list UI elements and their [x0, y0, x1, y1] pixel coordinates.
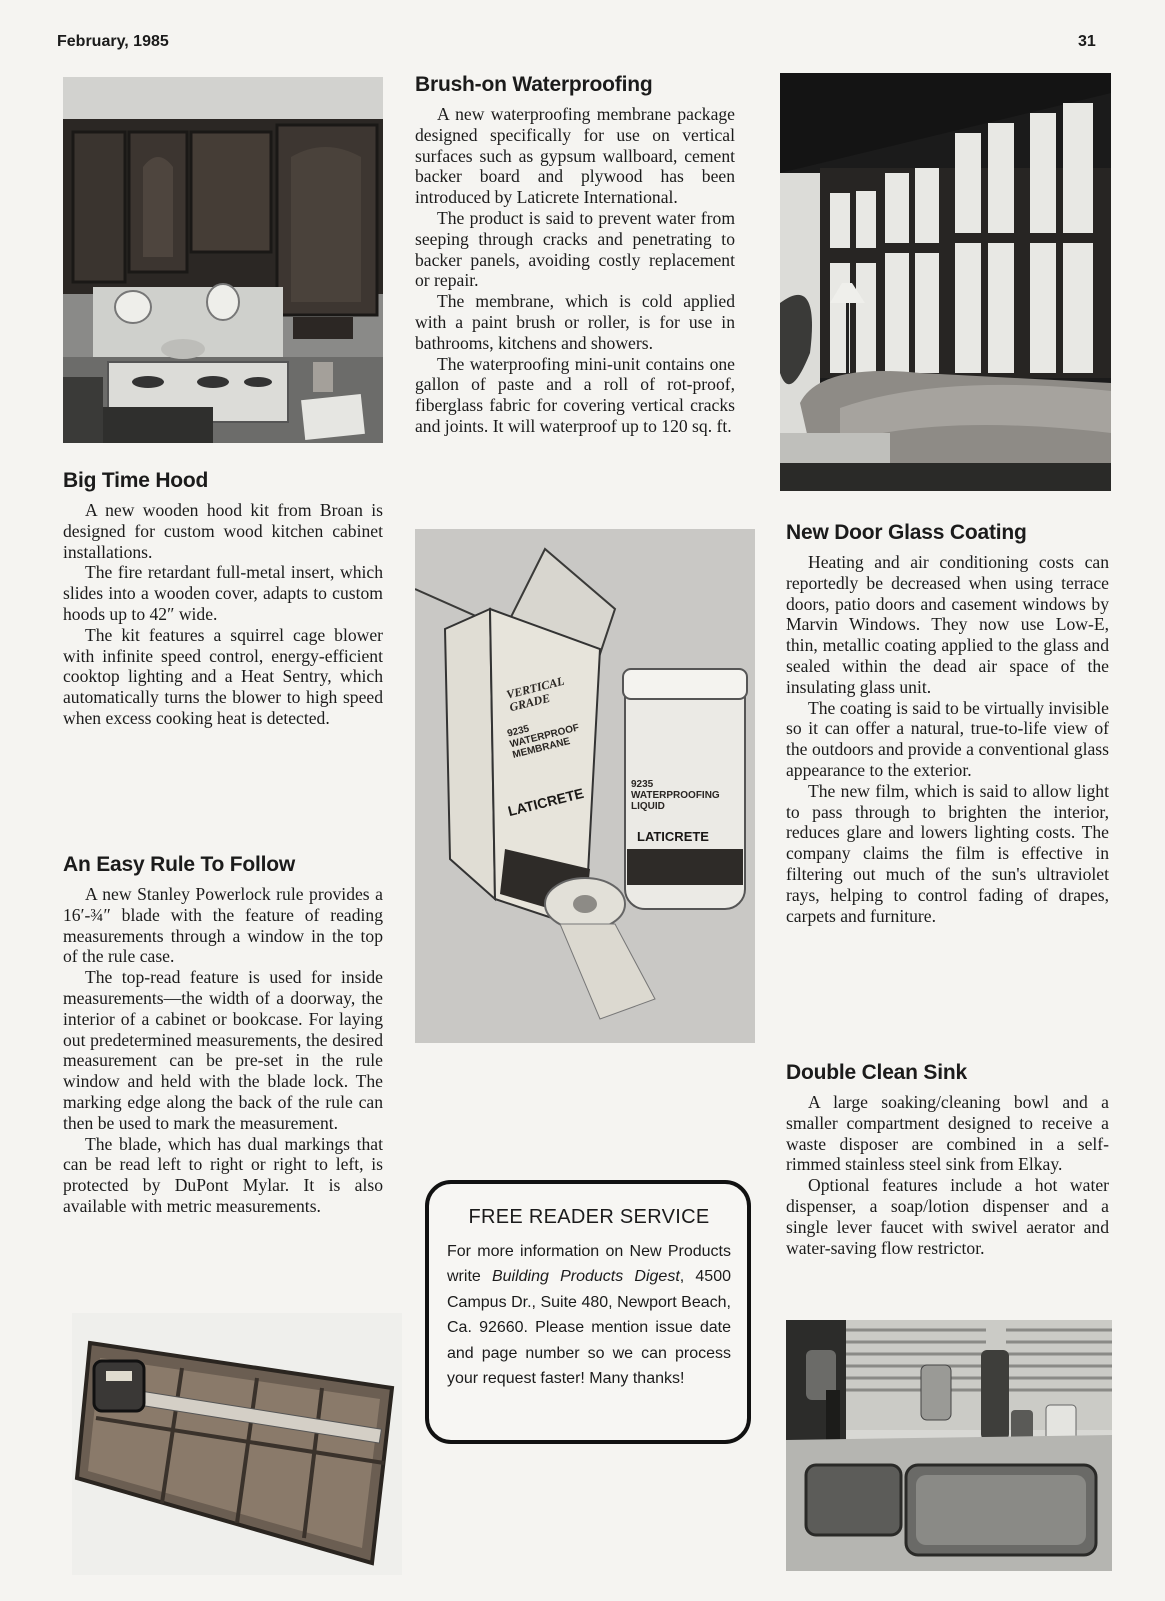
reader-service-text [447, 1239, 731, 1391]
waterproofing-paragraph: The membrane, which is cold applied with a paint brush or roller, is for use in bathrooms, kitchens and showers. [415, 291, 735, 353]
sink-paragraph: A large soaking/cleaning bowl and a smaller compartment designed to receive a waste disposer are combined in a self-rimmed stainless steel sink from Elkay. [786, 1092, 1109, 1175]
jar-brand-label: LATICRETE [637, 829, 709, 844]
reader-service-box [425, 1180, 751, 1444]
door-glass-paragraph: Heating and air conditioning costs can reportedly be decreased when using terrace doors, patio doors and casement windows by Marvin Windows. They now use Low-E, thin, metallic coating applied to the glass and sealed within the dead air space of the insulating glass unit. [786, 552, 1109, 697]
hood-article-body [63, 500, 383, 729]
sink-heading: Double Clean Sink [786, 1061, 967, 1084]
door-glass-paragraph: The new film, which is said to allow light to pass through to brighten the interior, reduces glare and lowers lighting costs. The company claims the film is effective in filtering out much of the sun's ultraviolet rays, helping to control fading of drapes, carpets and furniture. [786, 780, 1109, 926]
waterproofing-article-body [415, 104, 735, 437]
waterproofing-paragraph: A new waterproofing membrane package designed specifically for use on vertical surfaces such as gypsum wallboard, cement backer board and plywood has been introduced by Laticrete International. [415, 104, 735, 208]
rule-heading: An Easy Rule To Follow [63, 853, 296, 876]
sink-article-body [786, 1092, 1109, 1258]
waterproofing-paragraph: The product is said to prevent water from seeping through cracks and penetrating to backer panels, avoiding costly replacement or repair. [415, 207, 735, 291]
door-glass-article-body [786, 552, 1109, 926]
reader-service-text-before: For more information on New Products write [447, 1243, 731, 1286]
rule-paragraph: The top-read feature is used for inside measurements—the width of a doorway, the interior of a cabinet or bookcase. For laying out predetermined measurements, the desired measurement can be pre-set in the rule window and held with the blade lock. The marking edge along the back of the rule can then be used to mark the measurement. [63, 967, 383, 1133]
box-grade-label: VERTICAL GRADE [504, 673, 566, 715]
hood-paragraph: The fire retardant full-metal insert, which slides into a wooden cover, adapts to custom hoods up to 42″ wide. [63, 562, 383, 624]
waterproofing-paragraph: The waterproofing mini-unit contains one gallon of paste and a roll of rot-proof, fiberglass fabric for covering vertical cracks and joints. It will waterproof up to 120 sq. ft. [415, 353, 735, 436]
rule-paragraph: A new Stanley Powerlock rule provides a 16′-¾″ blade with the feature of reading measurements through a window in the top of the rule case. [63, 884, 383, 967]
sink-paragraph: Optional features include a hot water dispenser, a soap/lotion dispenser and a single lever faucet with swivel aerator and water-saving flow restrictor. [786, 1175, 1109, 1258]
box-product-label: 9235 WATERPROOF MEMBRANE [506, 722, 581, 761]
reader-service-text-after: , 4500 Campus Dr., Suite 480, Newport Beach, Ca. 92660. Please mention issue date and page number so we can process your request faster! Many thanks! [447, 1268, 731, 1388]
stainless-sink-photo [786, 1320, 1112, 1571]
rule-paragraph: The blade, which has dual markings that can be read left to right or right to left, is protected by DuPont Mylar. It is also available with metric measurements. [63, 1133, 383, 1216]
rule-article-body [63, 884, 383, 1217]
hood-paragraph: A new wooden hood kit from Broan is designed for custom wood kitchen cabinet installations. [63, 500, 383, 562]
box-brand-label: LATICRETE [506, 784, 586, 820]
waterproofing-kit-photo [415, 529, 755, 1043]
tape-rule-photo [72, 1313, 402, 1575]
reader-service-title: FREE READER SERVICE [468, 1206, 710, 1228]
waterproofing-heading: Brush-on Waterproofing [415, 73, 653, 96]
living-room-windows-photo [780, 73, 1111, 491]
hood-heading: Big Time Hood [63, 469, 209, 492]
door-glass-paragraph: The coating is said to be virtually invisible so it can offer a natural, true-to-life view of the outdoors and provide a conventional glass appearance to the exterior. [786, 697, 1109, 780]
page-number: 31 [1078, 33, 1096, 50]
publication-name: Building Products Digest [491, 1268, 680, 1286]
door-glass-heading: New Door Glass Coating [786, 521, 1027, 544]
issue-date: February, 1985 [57, 33, 169, 50]
kitchen-hood-photo [63, 77, 383, 443]
jar-product-label: 9235 WATERPROOFING LIQUID [631, 779, 720, 812]
hood-paragraph: The kit features a squirrel cage blower with infinite speed control, energy-efficient cooktop lighting and a Heat Sentry, which automatically turns the blower to high speed when excess cooking heat is detected. [63, 624, 383, 728]
